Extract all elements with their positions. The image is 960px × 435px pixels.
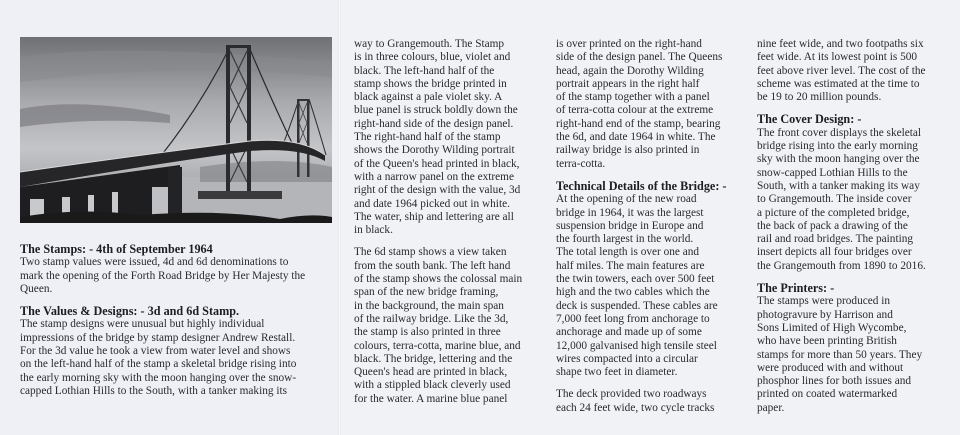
text-line: black. The bridge, lettering and the — [354, 352, 513, 365]
text-line: mark the opening of the Forth Road Bridge by Her Majesty the — [20, 269, 306, 282]
text-line: of terra-cotta colour at the extreme — [556, 104, 714, 117]
text-line: is in three colours, blue, violet and — [354, 51, 511, 64]
text-line: the early morning sky with the moon hanging over the snow- — [20, 371, 297, 384]
text-line: Queen's head are printed in black, — [354, 366, 508, 379]
text-line: scheme was estimated at the time to — [757, 77, 920, 90]
text-line: The stamps were produced in — [757, 295, 891, 308]
text-line: each 24 feet wide, two cycle tracks — [556, 401, 715, 414]
text-line: feet wide. At its lowest point is 500 — [757, 51, 918, 64]
page-fold-divider — [338, 0, 341, 435]
paragraph — [354, 38, 549, 237]
text-line: right-hand side of the design panel. — [354, 117, 514, 130]
text-line: in black. — [354, 224, 393, 237]
text-line: colours, terra-cotta, marine blue, and — [354, 339, 521, 352]
text-line: half miles. The main features are — [556, 259, 705, 272]
text-line: insert depicts all four bridges over — [757, 246, 912, 259]
text-line: blue panel is struck boldly down the — [354, 104, 518, 117]
text-column-2 — [354, 38, 549, 406]
text-line: stamps for more than 50 years. They — [757, 348, 923, 361]
text-line: high and the two cables which the — [556, 286, 710, 299]
text-line: is over printed on the right-hand — [556, 38, 702, 50]
section — [556, 180, 751, 379]
text-line: suspension bridge in Europe and — [556, 219, 704, 232]
text-line: 7,000 feet long from anchorage to — [556, 312, 710, 325]
text-line: bridge in 1964, it was the largest — [556, 206, 704, 219]
text-line: stamp shows the bridge printed in — [354, 77, 507, 90]
section — [20, 243, 338, 296]
text-line: deck is suspended. These cables are — [556, 299, 718, 312]
text-line: For the 3d value he took a view from water level and shows — [20, 345, 291, 358]
text-line: The right-hand half of the stamp — [354, 131, 501, 144]
text-line: a picture of the completed bridge, — [757, 206, 910, 219]
text-line: on the left-hand half of the stamp a skeletal bridge rising into — [20, 358, 297, 371]
text-line: for the water. A marine blue panel — [354, 392, 508, 405]
text-line: right of the design with the value, 3d — [354, 184, 521, 197]
text-line: feet above river level. The cost of the — [757, 64, 926, 77]
text-line: The deck provided two roadways — [556, 388, 707, 401]
text-line: the stamp is also printed in three — [354, 326, 501, 339]
text-line: black against a pale violet sky. A — [354, 91, 503, 104]
text-line: capped Lothian Hills to the South, with a tanker making its — [20, 384, 287, 397]
paragraph — [556, 38, 751, 171]
text-line: of the stamp together with a panel — [556, 91, 710, 104]
text-line: bridge rising into the early morning — [757, 140, 918, 153]
section — [20, 305, 338, 398]
text-line: of the stamp shows the colossal main — [354, 273, 523, 286]
text-line: portrait appears in the right half — [556, 77, 700, 90]
text-line: phosphor lines for both issues and — [757, 375, 912, 388]
paragraph — [556, 388, 751, 415]
text-line: wires compacted into a circular — [556, 352, 698, 365]
text-line: shape two feet in diameter. — [556, 366, 678, 379]
section-heading: Technical Details of the Bridge: - — [556, 178, 727, 193]
text-line: side of the design panel. The Queens — [556, 51, 723, 64]
text-line: and date 1964 picked out in white. — [354, 197, 510, 210]
section-heading: The Cover Design: - — [757, 112, 862, 127]
text-line: the 6d, and date 1964 in white. The — [556, 131, 716, 144]
section-heading: The Values & Designs: - 3d and 6d Stamp. — [20, 304, 240, 319]
text-line: black. The left-hand half of the — [354, 64, 495, 77]
text-line: printed on coated watermarked — [757, 388, 898, 401]
text-line: rail and road bridges. The painting — [757, 233, 914, 246]
forth-road-bridge-photo — [20, 37, 332, 223]
text-line: with a narrow panel on the extreme — [354, 170, 514, 183]
text-line: nine feet wide, and two footpaths six — [757, 38, 924, 50]
section — [757, 113, 957, 273]
text-line: The water, ship and lettering are all — [354, 210, 514, 223]
section-heading: The Printers: - — [757, 281, 835, 296]
text-line: At the opening of the new road — [556, 193, 697, 206]
text-line: right-hand end of the stamp, bearing — [556, 117, 721, 130]
text-line: to Grangemouth. The inside cover — [757, 193, 912, 206]
text-line: of the railway bridge. Like the 3d, — [354, 312, 509, 325]
text-column-3 — [556, 38, 751, 415]
text-line: terra-cotta. — [556, 157, 606, 170]
text-line: way to Grangemouth. The Stamp — [354, 38, 505, 50]
text-line: impressions of the bridge by stamp designer Andrew Restall. — [20, 331, 296, 344]
text-column-4 — [757, 38, 957, 415]
text-line: who have been printing British — [757, 335, 897, 348]
section — [757, 282, 957, 415]
text-line: head, again the Dorothy Wilding — [556, 64, 704, 77]
text-line: shows the Dorothy Wilding portrait — [354, 144, 515, 157]
text-line: Two stamp values were issued, 4d and 6d denominations to — [20, 256, 289, 269]
text-line: snow-capped Lothian Hills to the — [757, 166, 908, 179]
text-line: paper. — [757, 401, 785, 414]
text-line: South, with a tanker making its way — [757, 179, 920, 192]
text-line: the twin towers, each over 500 feet — [556, 273, 715, 286]
text-line: The 6d stamp shows a view taken — [354, 246, 507, 259]
text-line: in the background, the main span — [354, 299, 504, 312]
text-line: from the south bank. The left hand — [354, 259, 511, 272]
text-line: sky with the moon hanging over the — [757, 153, 920, 166]
text-line: the fourth largest in the world. — [556, 233, 694, 246]
text-line: the Grangemouth from 1890 to 2016. — [757, 259, 926, 272]
text-line: The stamp designs were unusual but highly individual — [20, 318, 265, 331]
text-line: were produced with and without — [757, 361, 904, 374]
text-line: the back of pack a drawing of the — [757, 219, 908, 232]
text-line: photogravure by Harrison and — [757, 308, 893, 321]
text-line: railway bridge is also printed in — [556, 144, 700, 157]
text-column-1 — [20, 243, 338, 398]
paragraph — [354, 246, 549, 406]
text-line: Sons Limited of High Wycombe, — [757, 321, 907, 334]
text-line: 12,000 galvanised high tensile steel — [556, 339, 717, 352]
section-heading: The Stamps: - 4th of September 1964 — [20, 242, 213, 256]
paragraph — [757, 38, 957, 104]
text-line: The total length is over one and — [556, 246, 700, 259]
text-line: span of the new bridge framing, — [354, 286, 499, 299]
text-line: be 19 to 20 million pounds. — [757, 91, 882, 104]
text-line: anchorage and made up of some — [556, 326, 702, 339]
text-line: of the Queen's head printed in black, — [354, 157, 520, 170]
text-line: with a stippled black cleverly used — [354, 379, 511, 392]
text-line: Queen. — [20, 282, 53, 295]
text-line: The front cover displays the skeletal — [757, 126, 922, 139]
